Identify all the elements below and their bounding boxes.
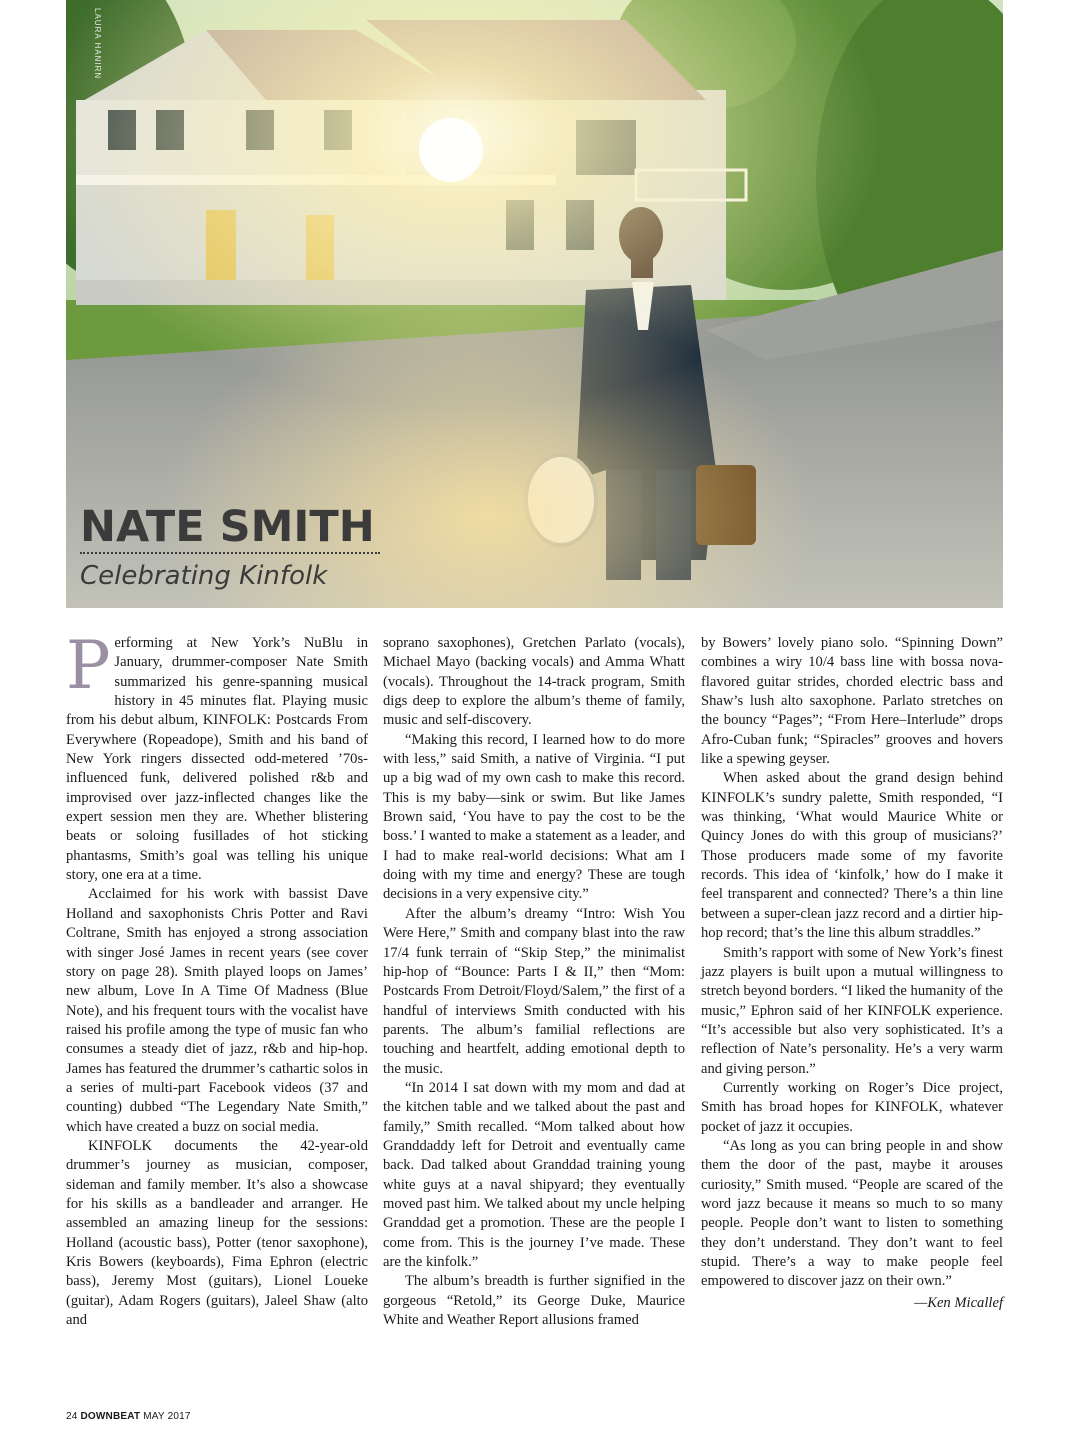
paragraph: After the album’s dreamy “Intro: Wish You Were Here,” Smith and company blast into the raw 17/4 funk terrain of “Skip Step,” the minimalist hip-hop of “Bounce: Parts I & II,” then “Mom: Postcards From Detroit/Floyd/Salem,” the first of a handful of interviews Smith conducted with his parents. The album’s familial reflections are touching and heartfelt, adding emotional depth to the music. bbox=[383, 905, 685, 1077]
paragraph: KINFOLK documents the 42-year-old drummer’s journey as musician, composer, sideman and family member. It’s also a showcase for his skills as a bandleader and arranger. He assembled an amazing lineup for the sessions: Holland (acoustic bass), Potter (tenor saxophone), Kris Bowers (keyboards), Fima Ephron (electric bass), Jeremy Most (guitars), Lionel Loueke (guitar), Adam Rogers (guitars), Jaleel Shaw (alto and bbox=[66, 1137, 368, 1329]
paragraph bbox=[66, 627, 368, 885]
byline: —Ken Micallef bbox=[914, 1294, 1003, 1311]
paragraph: by Bowers’ lovely piano solo. “Spinning Down” combines a wiry 10/4 bass line with bossa nova-flavored guitar strides, chorded electric bass and Shaw’s lush alto saxophone. Parlato stretches on the bouncy “Pages”; “From Here–Interlude” drops Afro-Cuban funk; “Spiracles” grooves and hovers like a spewing geyser. bbox=[701, 635, 1003, 768]
paragraph: Acclaimed for his work with bassist Dave Holland and saxophonists Chris Potter and Ravi Coltrane, Smith has enjoyed a strong association with singer José James in recent years (see cover story on page 28). Smith played loops on James’ new album, Love In A Time Of Madness (Blue Note), and his frequent tours with the vocalist have raised his profile among the type of music fan who consumes a steady diet of jazz, r&b and hip-hop. James has featured the drummer’s cathartic solos in a series of multi-part Facebook videos (37 and counting) dubbed “The Legendary Nate Smith,” which have created a buzz on social media. bbox=[66, 886, 368, 1135]
article-subtitle: Celebrating Kinfolk bbox=[80, 561, 328, 591]
paragraph: “As long as you can bring people in and show them the door of the past, maybe it arouses curiosity,” Smith mused. “People are scared of the word jazz because it means so much to so many people. People don’t want to listen to something they don’t understand. They don’t want to feel stupid. There’s a way to make people feel empowered to discover jazz on their own.” bbox=[701, 1137, 1003, 1290]
paragraph: soprano saxophones), Gretchen Parlato (vocals), Michael Mayo (backing vocals) and Amma Whatt (vocals). Throughout the 14-track program, Smith digs deep to explore the album’s theme of family, music and self-discovery. bbox=[383, 635, 685, 729]
article-column-3 bbox=[701, 634, 1003, 1313]
magazine-name: DOWNBEAT bbox=[80, 1411, 141, 1422]
paragraph: The album’s breadth is further signified in the gorgeous “Retold,” its George Duke, Maurice White and Weather Report allusions framed bbox=[383, 1273, 685, 1329]
article-title: NATE SMITH bbox=[80, 502, 375, 552]
drop-cap: P bbox=[66, 627, 111, 704]
paragraph: “In 2014 I sat down with my mom and dad at the kitchen table and we talked about the past and family,” Smith recalled. “Mom talked about how Granddaddy left for Detroit and eventually came back. Dad talked about Granddad training young white guys at a naval shipyard; they eventually moved past him. We talked about my uncle helping Granddad get a promotion. These are the people I come from. This is the journey I’ve made. These are the kinfolk.” bbox=[383, 1079, 685, 1270]
paragraph: Smith’s rapport with some of New York’s finest jazz players is built upon a mutual willingness to stretch beyond borders. “I liked the humanity of the music,” Ephron said of her KINFOLK experience. “It’s accessible but also very sophisticated. It’s a reflection of Nate’s personality. He’s a very warm and giving person.” bbox=[701, 944, 1003, 1077]
page-footer bbox=[66, 1411, 191, 1422]
article-column-2 bbox=[383, 634, 685, 1330]
paragraph-text: erforming at New York’s NuBlu in January, drummer-composer Nate Smith summarized his genre-spanning musical history in 45 minutes flat. Playing music from his debut album, KINFOLK: Postcards From Everywhere (Ropeadope), Smith and his band of New York ringers dissected odd-metered ’70s-influenced funk, delivered polished r&b and improvised over jazz-inflected changes like the expert session men they are. Whether blistering beats or soloing fusillades of hot sticking phantasms, Smith’s goal was telling his unique story, one era at a time. bbox=[66, 635, 368, 884]
article-column-1 bbox=[66, 627, 368, 1330]
photo-credit: LAURA HANIRN bbox=[93, 8, 102, 80]
issue-date: MAY 2017 bbox=[143, 1411, 191, 1422]
paragraph: Currently working on Roger’s Dice project, Smith has broad hopes for KINFOLK, whatever pocket of jazz it occupies. bbox=[701, 1079, 1003, 1135]
paragraph: When asked about the grand design behind KINFOLK’s sundry palette, Smith responded, “I was thinking, ‘What would Maurice White or Quincy Jones do with this group of musicians?’ Those producers made some of my favorite records. This idea of ‘kinfolk,’ how do I make it feel transparent and connected? There’s a thin line between a super-clean jazz record and a dirtier hip-hop record; that’s the line this album straddles.” bbox=[701, 770, 1003, 942]
paragraph: “Making this record, I learned how to do more with less,” said Smith, a native of Virginia. “I put up a big wad of my own cash to make this record. This is my baby—sink or swim. But like James Brown said, ‘You have to pay the cost to be the boss.’ I wanted to make a statement as a leader, and I had to make real-world decisions: What am I doing with my time and energy? These are tough decisions in a very expensive city.” bbox=[383, 731, 685, 903]
title-divider bbox=[80, 552, 380, 554]
page-number: 24 bbox=[66, 1411, 78, 1422]
